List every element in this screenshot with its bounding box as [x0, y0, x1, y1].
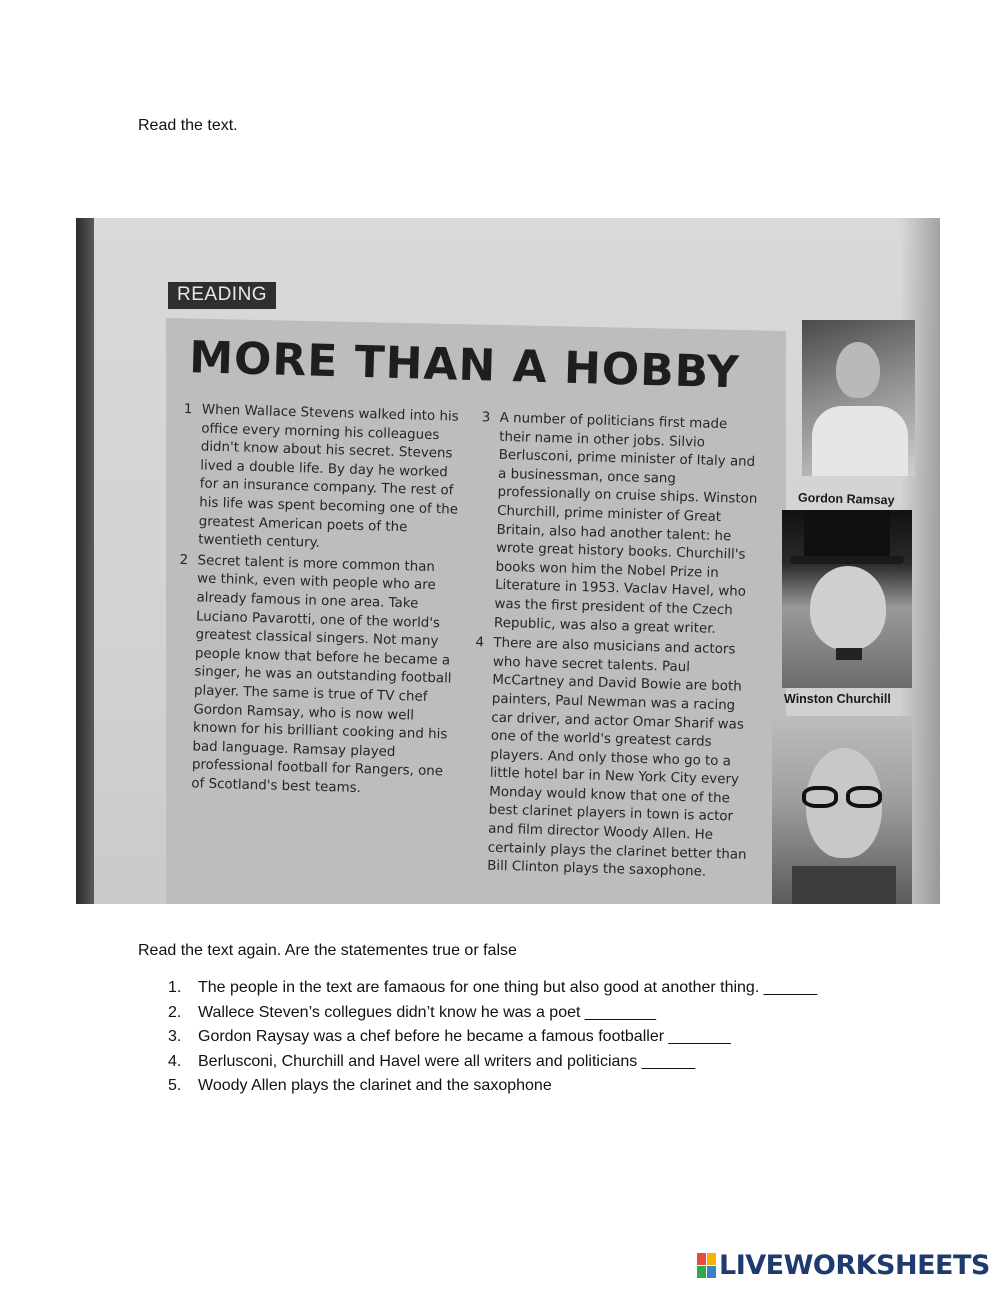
question-text: Woody Allen plays the clarinet and the saxophone	[198, 1077, 552, 1095]
question-text: Gordon Raysay was a chef before he became a famous footballer _______	[198, 1028, 731, 1046]
article-column-right	[469, 409, 760, 885]
question-number: 2.	[168, 1003, 182, 1021]
question-item	[138, 1050, 817, 1075]
photo-winston-churchill	[782, 510, 912, 688]
photo-woody-allen	[772, 716, 912, 904]
article	[170, 332, 786, 904]
paragraph-text: When Wallace Stevens walked into his office every morning his colleagues didn't know about his secret. Stevens lived a double life. By day he worked for an insurance company. The rest of his life was spent becoming one of the greatest American poets of the twentieth century.	[197, 402, 459, 551]
logo-square-icon	[707, 1253, 716, 1265]
question-number: 4.	[168, 1052, 182, 1070]
question-number: 3.	[168, 1028, 182, 1046]
photo-shadow	[76, 218, 94, 904]
textbook-page	[94, 218, 940, 904]
question-text: Wallece Steven’s collegues didn’t know he was a poet ________	[198, 1003, 657, 1021]
article-paragraph	[476, 409, 760, 640]
article-column-left	[171, 401, 462, 877]
question-number: 1.	[168, 979, 182, 997]
question-item	[138, 1025, 817, 1050]
paragraph-text: There are also musicians and actors who have secret talents. Paul McCartney and David Bowie are both painters, Paul Newman was a racing car driver, and actor Omar Sharif was one of the world's greatest cards players. And only those who go to a little hotel bar in New York City every Monday would know that one of the best clarinet players in town is actor and film director Woody Allen. He certainly plays the clarinet better than Bill Clinton plays the saxophone.	[486, 635, 747, 880]
paragraph-text: A number of politicians first made their name in other jobs. Silvio Berlusconi, prime minister of Italy and a businessman, once sang professionally on cruise ships. Winston Churchill, prime minister of Great Britain, also had another talent: he wrote great history books. Churchill's books won him the Nobel Prize in Literature in 1953. Vaclav Havel, who was the first president of the Czech Republic, was also a great writer.	[493, 410, 758, 637]
paragraph-number: 4	[475, 635, 485, 651]
question-item	[138, 1074, 817, 1099]
paragraph-number: 2	[179, 552, 189, 568]
section-tag: READING	[168, 282, 276, 309]
true-false-questions	[138, 976, 817, 1099]
photo-gordon-ramsay	[802, 320, 915, 476]
question-number: 5.	[168, 1077, 182, 1095]
paragraph-text: Secret talent is more common than we think, even with people who are already famous in one area. Take Luciano Pavarotti, one of the world's greatest classical singers. Not many people know that before he became a singer, he was an outstanding football player. The same is true of TV chef Gordon Ramsay, who is now well known for his brilliant cooking and his bad language. Ramsay played professional football for Rangers, one of Scotland's best teams.	[191, 553, 452, 796]
logo-square-icon	[707, 1266, 716, 1278]
question-item	[138, 976, 817, 1001]
question-text: Berlusconi, Churchill and Havel were all writers and politicians ______	[198, 1052, 696, 1070]
liveworksheets-logo[interactable]	[697, 1250, 990, 1281]
paragraph-number: 3	[481, 410, 491, 426]
liveworksheets-logo-text: LIVEWORKSHEETS	[719, 1250, 990, 1281]
question-text: The people in the text are famaous for one thing but also good at another thing. ______	[198, 979, 818, 997]
paragraph-number: 1	[183, 401, 193, 418]
caption-winston-churchill: Winston Churchill	[784, 692, 891, 706]
article-paragraph	[173, 552, 458, 801]
intro-instruction: Read the text.	[138, 117, 238, 134]
task-instruction: Read the text again. Are the statementes true or false	[138, 942, 517, 959]
question-item	[138, 1001, 817, 1026]
caption-gordon-ramsay: Gordon Ramsay	[797, 490, 895, 508]
article-paragraph	[180, 401, 462, 557]
article-title: MORE THAN A HOBBY	[188, 332, 741, 399]
logo-square-icon	[697, 1266, 706, 1278]
textbook-photo	[76, 218, 940, 904]
article-paragraph	[469, 634, 754, 883]
liveworksheets-logo-icon	[697, 1253, 716, 1278]
logo-square-icon	[697, 1253, 706, 1265]
